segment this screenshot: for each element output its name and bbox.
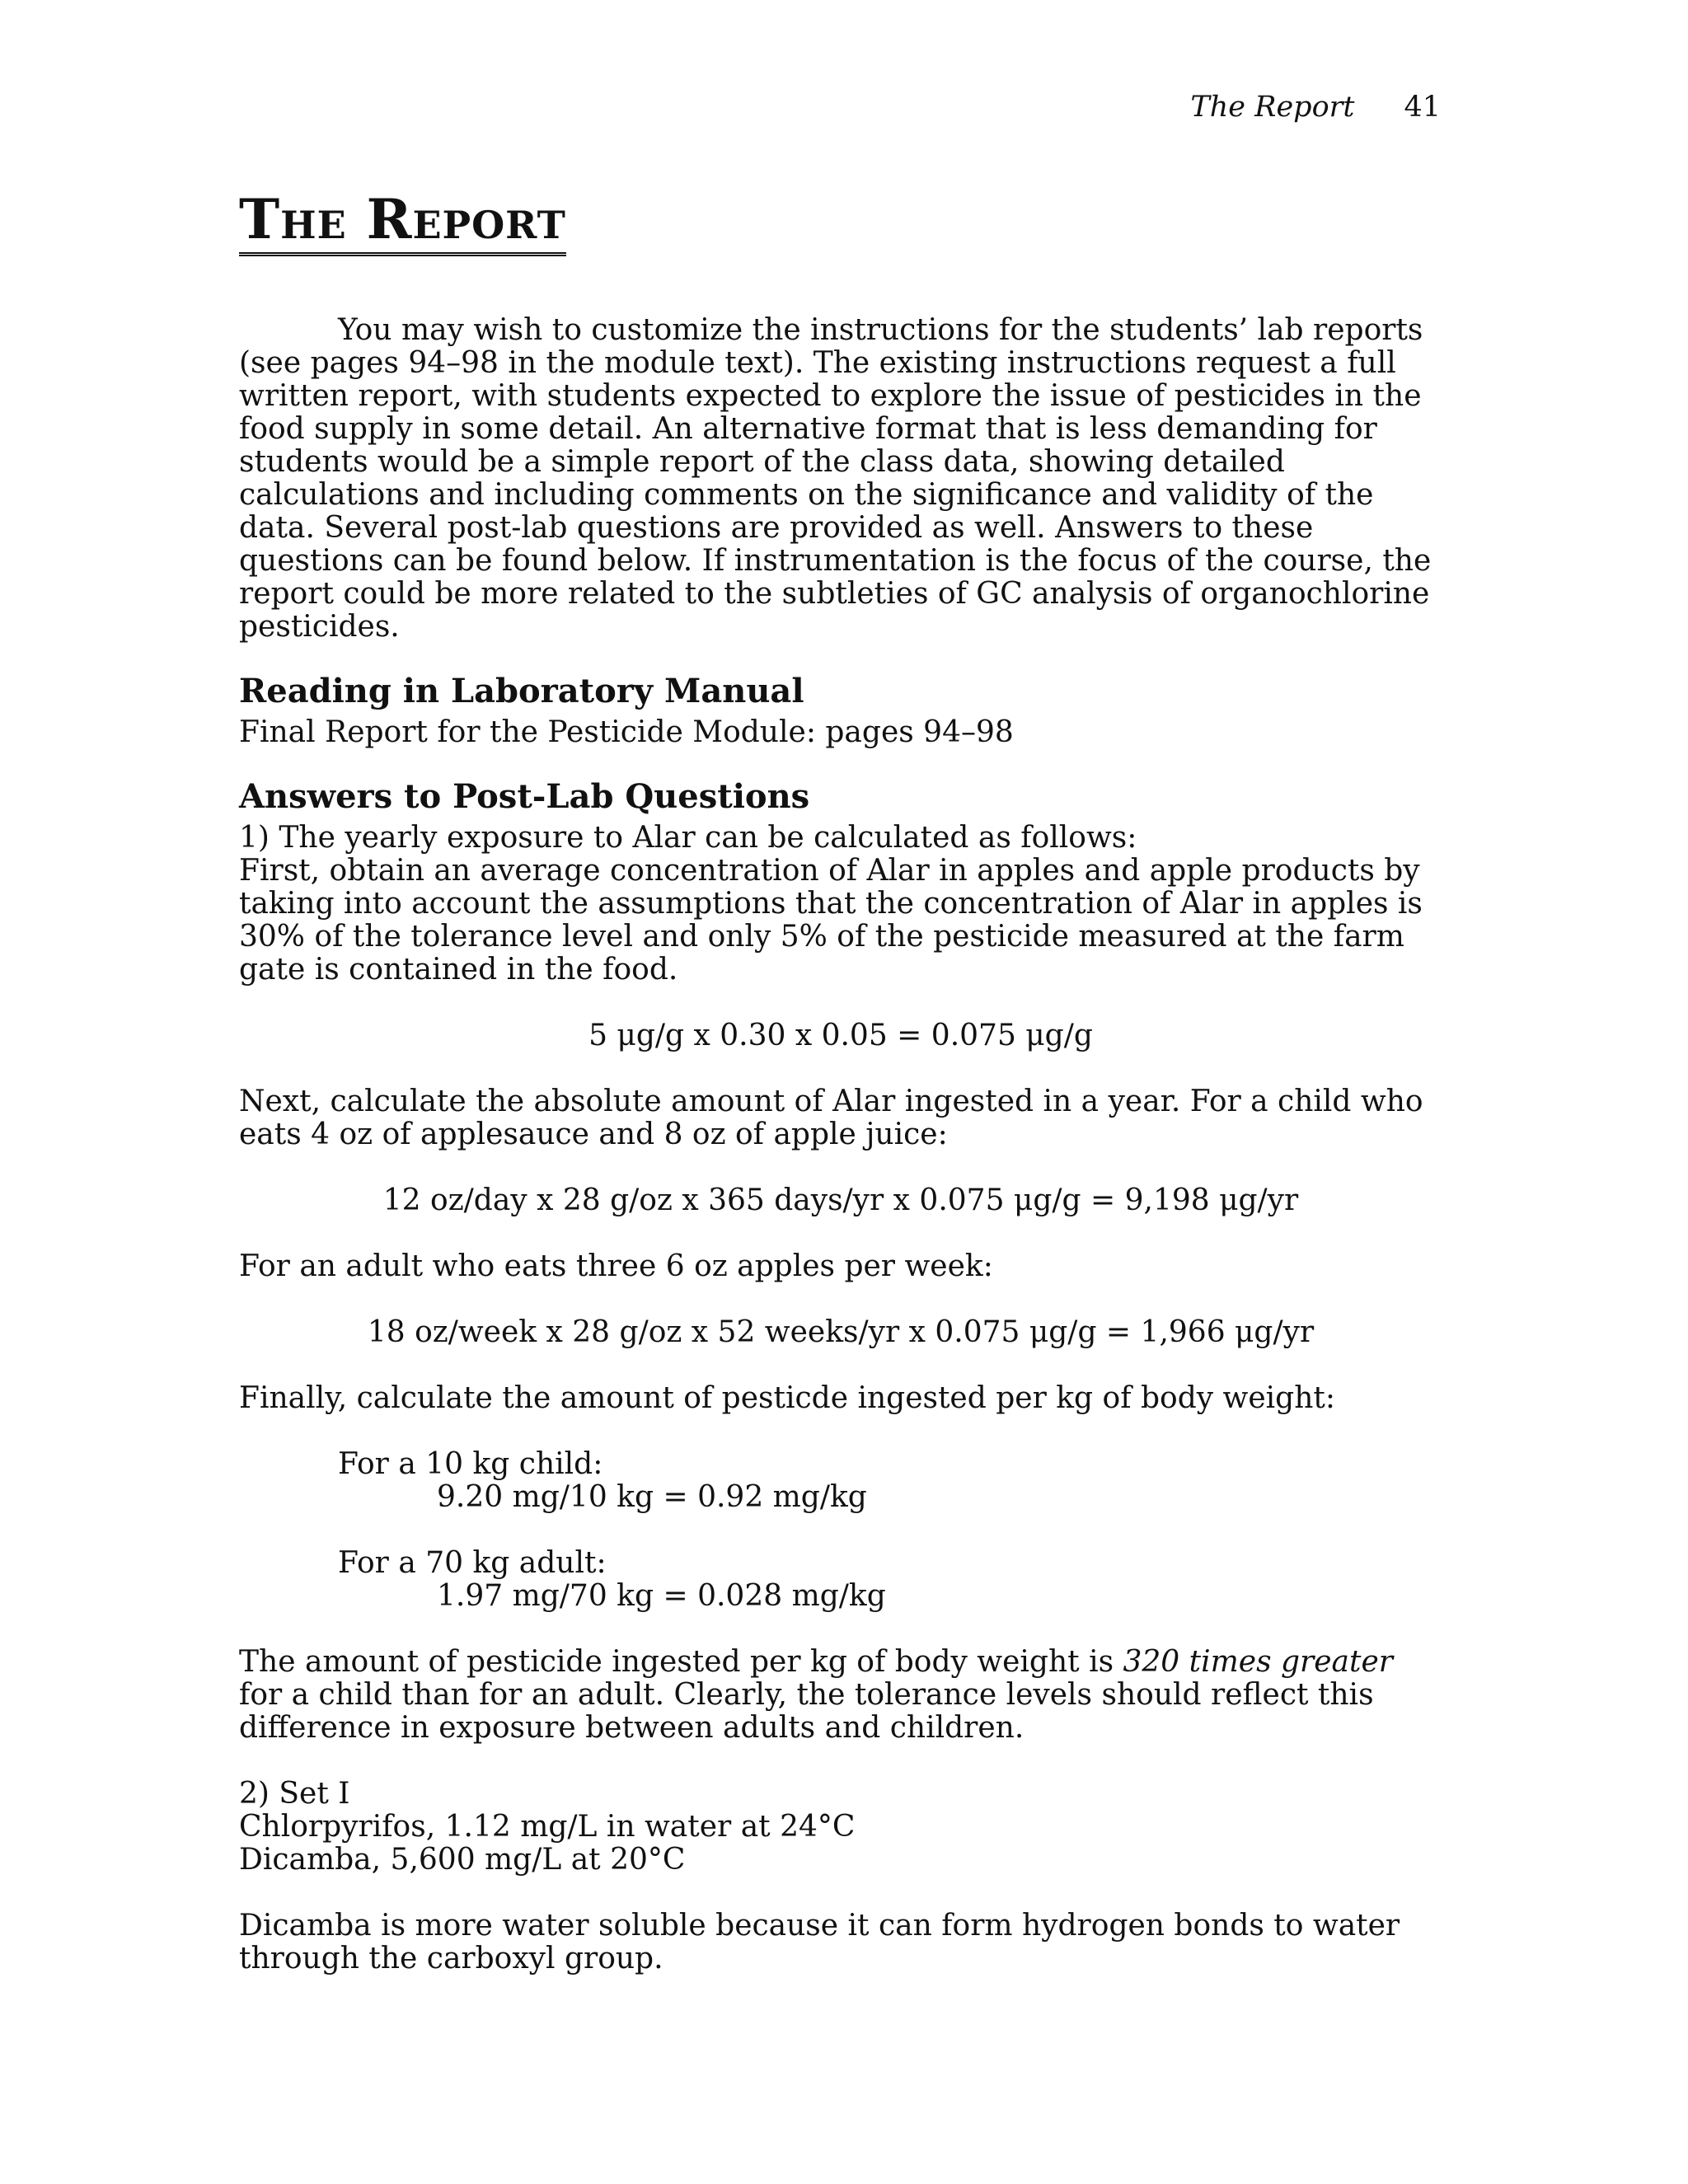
equation-concentration: 5 μg/g x 0.30 x 0.05 = 0.075 μg/g [588, 1019, 1093, 1052]
equation-adult-yearly: 18 oz/week x 28 g/oz x 52 weeks/yr x 0.075 μg/g = 1,966 μg/yr [367, 1315, 1315, 1349]
child-calculation: 9.20 mg/10 kg = 0.92 mg/kg [437, 1480, 867, 1514]
intro-paragraph: You may wish to customize the instructions for the students’ lab reports (see pages 94–98 in the module text). The existing instructions request a full written report, with students expected to explore the issue of pesticides in the food supply in some detail. An alternative format that is less demanding for students would be a simple report of the class data, showing detailed calculations and including comments on the significance and validity of the data. Several post-lab questions are provided as well. Answers to these questions can be found below. If instrumentation is the focus of the course, the report could be more related to the subtleties of GC analysis of organochlorine pesticides. [239, 313, 1432, 644]
q1-next-step: Next, calculate the absolute amount of Alar ingested in a year. For a child who eats 4 oz of applesauce and 8 oz of apple juice: [239, 1085, 1423, 1151]
section-heading-reading: Reading in Laboratory Manual [239, 672, 804, 710]
child-calculation-block [239, 1448, 1442, 1514]
adult-label: For a 70 kg adult: [338, 1546, 607, 1580]
section-heading-answers: Answers to Post-Lab Questions [239, 777, 810, 816]
conclusion-part-b: for a child than for an adult. Clearly, the tolerance levels should reflect this difference in exposure between adults and children. [239, 1678, 1374, 1745]
q2-conclusion: Dicamba is more water soluble because it can form hydrogen bonds to water through the carboxyl group. [239, 1909, 1400, 1975]
q2-chlorpyrifos: Chlorpyrifos, 1.12 mg/L in water at 24°C [239, 1810, 856, 1844]
conclusion-emphasis: 320 times greater [1123, 1645, 1393, 1679]
q1-conclusion [239, 1646, 1442, 1745]
child-label: For a 10 kg child: [338, 1447, 603, 1481]
q1-final-step: Finally, calculate the amount of pesticde ingested per kg of body weight: [239, 1381, 1335, 1415]
q2-set-label: 2) Set I [239, 1777, 350, 1811]
equation-child-yearly: 12 oz/day x 28 g/oz x 365 days/yr x 0.075 μg/g = 9,198 μg/yr [382, 1183, 1299, 1217]
adult-calculation-block [239, 1547, 1442, 1613]
reading-text: Final Report for the Pesticide Module: pages 94–98 [239, 715, 1014, 749]
q1-adult-step: For an adult who eats three 6 oz apples per week: [239, 1249, 993, 1283]
q1-first-step: First, obtain an average concentration of Alar in apples and apple products by taking into account the assumptions that the concentration of Alar in apples is 30% of the tolerance level and only 5% of the pesticide measured at the farm gate is contained in the food. [239, 854, 1423, 987]
page-number: 41 [1404, 91, 1441, 124]
running-header-title: The Report [1190, 91, 1355, 124]
q2-dicamba: Dicamba, 5,600 mg/L at 20°C [239, 1843, 686, 1877]
page-title: The Report [239, 188, 566, 256]
conclusion-part-a: The amount of pesticide ingested per kg of body weight is [239, 1645, 1123, 1679]
main-content [239, 188, 1442, 1975]
q1-intro: 1) The yearly exposure to Alar can be calculated as follows: [239, 821, 1137, 855]
q2-block [239, 1778, 1442, 1877]
adult-calculation: 1.97 mg/70 kg = 0.028 mg/kg [437, 1579, 886, 1613]
running-header [1190, 89, 1441, 125]
